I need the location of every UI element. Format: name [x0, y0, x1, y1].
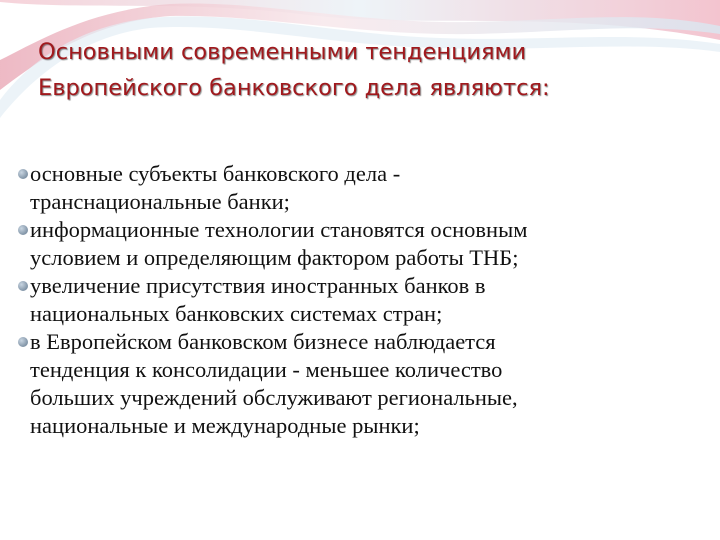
list-item	[18, 328, 698, 440]
slide-title-line-2: Европейского банковского дела являются:	[38, 75, 550, 101]
bullet-dot-icon	[18, 169, 28, 179]
bullet-dot-icon	[18, 225, 28, 235]
list-item-text: национальных банковских системах стран;	[30, 301, 443, 326]
list-item-text: национальные и международные рынки;	[30, 413, 420, 438]
slide-title-line-1: Основными современными тенденциями	[38, 39, 527, 65]
list-item-text: транснациональные банки;	[30, 189, 290, 214]
list-item-text: условием и определяющим фактором работы ТНБ;	[30, 245, 519, 270]
list-item-text: увеличение присутствия иностранных банков в	[30, 273, 486, 298]
list-item-text: основные субъекты банковского дела -	[30, 161, 401, 186]
bullet-list	[18, 160, 698, 440]
slide-title	[38, 34, 698, 106]
bullet-dot-icon	[18, 281, 28, 291]
list-item-text: информационные технологии становятся основным	[30, 217, 528, 242]
list-item	[18, 160, 698, 216]
list-item-text: в Европейском банковском бизнесе наблюдается	[30, 329, 496, 354]
list-item-text: тенденция к консолидации - меньшее количество	[30, 357, 503, 382]
bullet-dot-icon	[18, 337, 28, 347]
list-item	[18, 216, 698, 272]
list-item-text: больших учреждений обслуживают региональные,	[30, 385, 518, 410]
list-item	[18, 272, 698, 328]
